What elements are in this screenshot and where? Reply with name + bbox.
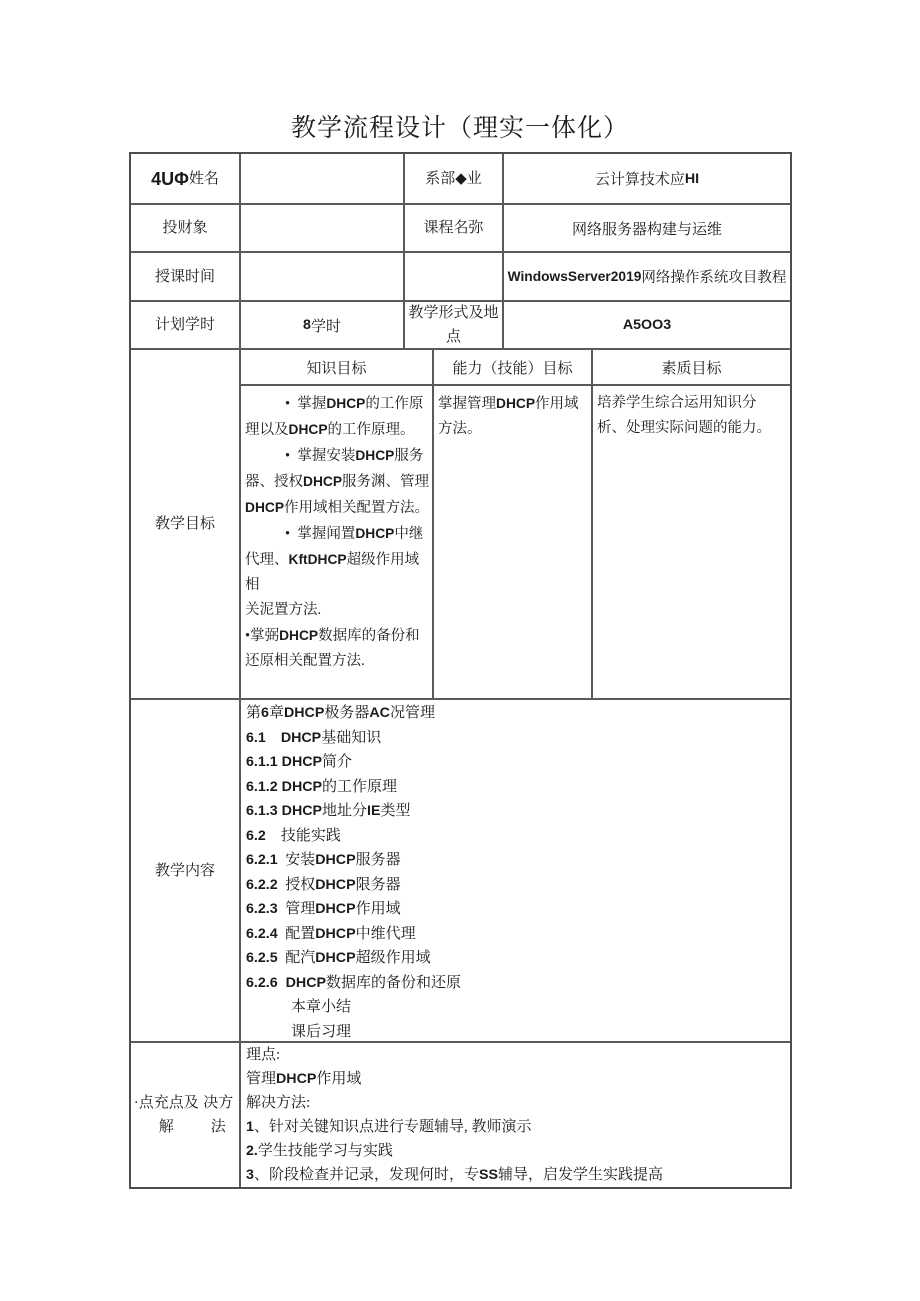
teacher-name-value	[241, 154, 405, 205]
teaching-goals-subtable	[241, 350, 790, 700]
row-teaching-content	[131, 700, 790, 1043]
quality-goal-cell: 培养学生综合运用知识分 析、处理实际问题的能力。	[593, 386, 790, 700]
audience-value	[241, 205, 405, 253]
goals-body-row	[241, 386, 790, 700]
row-audience	[131, 205, 790, 253]
textbook-value: WindowsServer2019 网络操作系统攻目教程	[504, 253, 790, 302]
row-keypoints	[131, 1043, 790, 1187]
teaching-time-label: 授课时间	[131, 253, 241, 302]
course-name-value: 网络服务器构建与运维	[504, 205, 790, 253]
goals-header-row	[241, 350, 790, 386]
teaching-content-cell: 第6章DHCP极务器AC况管理 6.1 DHCP基础知识 6.1.1 DHCP简介 6.1.2 DHCP的工作原理 6.1.3 DHCP地址分IE类型 6.2 技能实践 6.2.1 安装DHCP服务器 6.2.2 授权DHCP限务器 6.2.3 管理DHCP作用域 6.2.4 配置DHCP中维代理 6.2.5 配汽DHCP超级作用域 6.2.6 DHCP数据库的备份和还原 本章小结 课后习理	[241, 700, 790, 1043]
teaching-goals-label: 敎学目标	[131, 350, 241, 700]
ability-goal-cell: 掌握管理DHCP作用域 方法。	[434, 386, 593, 700]
keypoints-cell: 理点: 管理DHCP作用域 解决方法: 1、针对关键知识点进行专题辅导, 教师演示 2.学生技能学习与实践 3、阶段检查并记录，发现何时，专SS辅导，启发学生实践提高	[246, 1047, 663, 1183]
audience-label: 投财象	[131, 205, 241, 253]
department-label: 系部◆业	[405, 154, 504, 205]
planned-hours-value: 8 学时	[241, 302, 405, 350]
row-teaching-time	[131, 253, 790, 302]
department-value: 云计算技术应 HI	[504, 154, 790, 205]
keypoints-label: ·点充点及解 决方法	[131, 1043, 241, 1187]
ability-goal-header: 能力（技能）目标	[434, 350, 593, 386]
row-planned-hours	[131, 302, 790, 350]
knowledge-goal-cell: • 掌握DHCP的工作原 理以及DHCP的工作原理。 • 掌握安装DHCP服务 器、授权DHCP服务渊、管理 DHCP作用域相关配置方法。 • 掌握闻置DHCP中继 代理、KftDHCP超级作用域相 关泥置方法. •掌弼DHCP数据库的备份和 还原相关配置方法.	[241, 386, 434, 700]
textbook-label	[405, 253, 504, 302]
quality-goal-header: 素质目标	[593, 350, 790, 386]
teacher-name-label: 4UΦ 姓名	[131, 154, 241, 205]
page-title: 教学流程设计（理实一体化）	[290, 115, 629, 142]
row-teaching-goals	[131, 350, 790, 700]
lesson-plan-table	[129, 152, 792, 1189]
knowledge-goal-header: 知识目标	[241, 350, 434, 386]
teaching-form-location-value: A5OO3	[504, 302, 790, 350]
row-teacher-name	[131, 154, 790, 205]
teaching-content-label: 教学内容	[131, 700, 241, 1043]
teaching-time-value	[241, 253, 405, 302]
course-name-label: 课程名弥	[405, 205, 504, 253]
planned-hours-label: 计划学时	[131, 302, 241, 350]
teaching-form-location-label: 教学形式及地点	[405, 302, 504, 350]
